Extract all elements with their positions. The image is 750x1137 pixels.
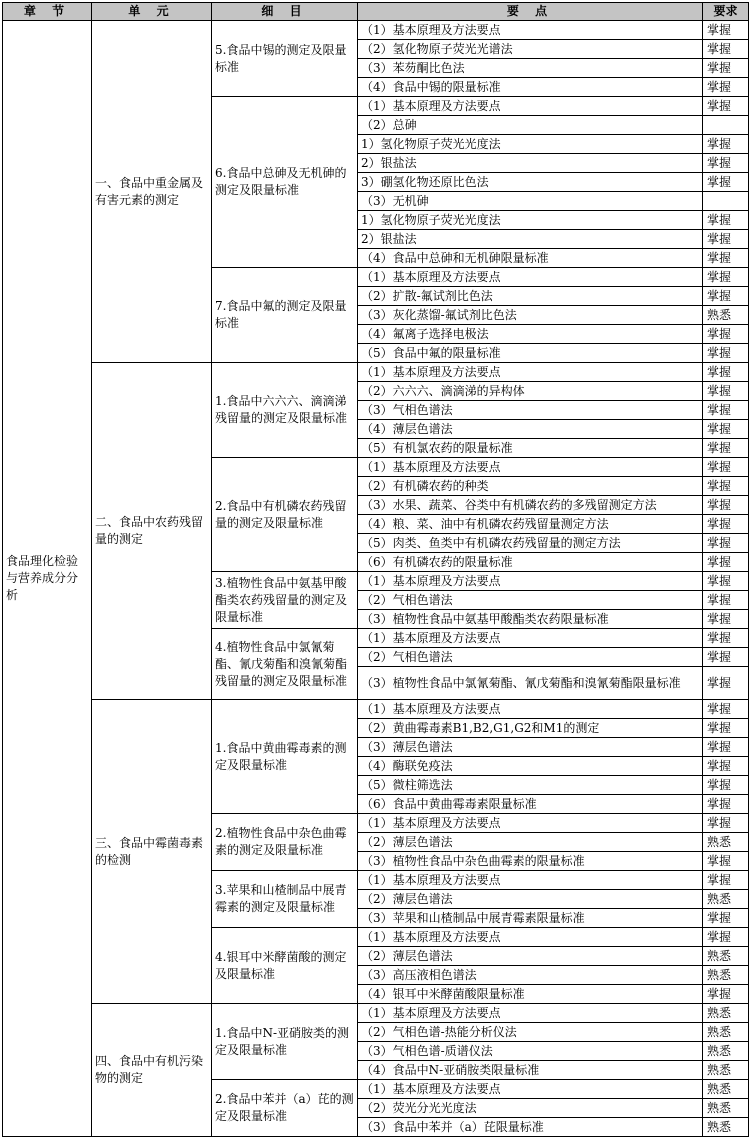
requirement-cell: 掌握 (703, 814, 749, 833)
requirement-cell: 掌握 (703, 852, 749, 871)
header-requirement: 要求 (703, 3, 749, 21)
requirement-cell: 掌握 (703, 477, 749, 496)
requirement-cell: 掌握 (703, 496, 749, 515)
point-cell: （3）植物性食品中杂色曲霉素的限量标准 (358, 852, 703, 871)
point-cell: （2）薄层色谱法 (358, 947, 703, 966)
point-cell: （4）薄层色谱法 (358, 420, 703, 439)
requirement-cell: 掌握 (703, 268, 749, 287)
point-cell: 2）银盐法 (358, 230, 703, 249)
item-cell: 4.植物性食品中氯氰菊酯、氰戊菊酯和溴氰菊酯残留量的测定及限量标准 (212, 629, 358, 700)
point-cell: （4）酶联免疫法 (358, 757, 703, 776)
requirement-cell: 掌握 (703, 871, 749, 890)
unit-cell: 四、食品中有机污染物的测定 (92, 1004, 212, 1137)
item-cell: 1.食品中黄曲霉毒素的测定及限量标准 (212, 700, 358, 814)
point-cell: （3）植物性食品中氯氰菊酯、氰戊菊酯和溴氰菊酯限量标准 (358, 667, 703, 700)
item-cell: 7.食品中氟的测定及限量标准 (212, 268, 358, 363)
requirement-cell: 掌握 (703, 21, 749, 40)
item-cell: 1.食品中六六六、滴滴涕残留量的测定及限量标准 (212, 363, 358, 458)
point-cell: （4）粮、菜、油中有机磷农药残留量测定方法 (358, 515, 703, 534)
requirement-cell: 掌握 (703, 629, 749, 648)
requirement-cell: 掌握 (703, 135, 749, 154)
point-cell: （4）氟离子选择电极法 (358, 325, 703, 344)
requirement-cell: 掌握 (703, 420, 749, 439)
item-cell: 5.食品中锡的测定及限量标准 (212, 21, 358, 97)
point-cell: （1）基本原理及方法要点 (358, 21, 703, 40)
point-cell: （2）有机磷农药的种类 (358, 477, 703, 496)
requirement-cell: 掌握 (703, 154, 749, 173)
item-cell: 6.食品中总砷及无机砷的测定及限量标准 (212, 97, 358, 268)
requirement-cell: 熟悉 (703, 1023, 749, 1042)
point-cell: （1）基本原理及方法要点 (358, 814, 703, 833)
point-cell: （1）基本原理及方法要点 (358, 268, 703, 287)
requirement-cell: 掌握 (703, 776, 749, 795)
point-cell: 2）银盐法 (358, 154, 703, 173)
requirement-cell: 掌握 (703, 173, 749, 192)
point-cell: （1）基本原理及方法要点 (358, 572, 703, 591)
point-cell: （1）基本原理及方法要点 (358, 1080, 703, 1099)
requirement-cell: 掌握 (703, 230, 749, 249)
point-cell: （3）气相色谱法 (358, 401, 703, 420)
requirement-cell: 掌握 (703, 534, 749, 553)
table-row (3, 363, 749, 382)
point-cell: （2）扩散-氟试剂比色法 (358, 287, 703, 306)
requirement-cell: 掌握 (703, 795, 749, 814)
point-cell: （2）黄曲霉毒素B1,B2,G1,G2和M1的测定 (358, 719, 703, 738)
table-row (3, 1004, 749, 1023)
point-cell: （1）基本原理及方法要点 (358, 871, 703, 890)
point-cell: （1）基本原理及方法要点 (358, 363, 703, 382)
header-chapter: 章 节 (3, 3, 92, 21)
unit-cell: 一、食品中重金属及有害元素的测定 (92, 21, 212, 363)
point-cell: （4）食品中N-亚硝胺类限量标准 (358, 1061, 703, 1080)
point-cell: （3）薄层色谱法 (358, 738, 703, 757)
point-cell: （3）苯芴酮比色法 (358, 59, 703, 78)
requirement-cell: 掌握 (703, 249, 749, 268)
header-row (3, 3, 749, 21)
item-cell: 1.食品中N-亚硝胺类的测定及限量标准 (212, 1004, 358, 1080)
chapter-cell: 食品理化检验与营养成分分析 (3, 21, 92, 1137)
requirement-cell: 掌握 (703, 572, 749, 591)
point-cell: （4）银耳中米酵菌酸限量标准 (358, 985, 703, 1004)
point-cell: （2）总砷 (358, 116, 703, 135)
point-cell: 3）硼氢化物还原比色法 (358, 173, 703, 192)
point-cell: （3）气相色谱-质谱仪法 (358, 1042, 703, 1061)
point-cell: （1）基本原理及方法要点 (358, 700, 703, 719)
point-cell: （3）水果、蔬菜、谷类中有机磷农药的多残留测定方法 (358, 496, 703, 515)
requirement-cell: 掌握 (703, 553, 749, 572)
requirement-cell: 掌握 (703, 648, 749, 667)
requirement-cell: 熟悉 (703, 1099, 749, 1118)
item-cell: 2.食品中苯并（a）芘的测定及限量标准 (212, 1080, 358, 1137)
requirement-cell: 熟悉 (703, 966, 749, 985)
table-body (3, 21, 749, 1137)
requirement-cell: 熟悉 (703, 833, 749, 852)
point-cell: （2）气相色谱-热能分析仪法 (358, 1023, 703, 1042)
point-cell: （2）荧光分光光度法 (358, 1099, 703, 1118)
requirement-cell: 掌握 (703, 909, 749, 928)
header-item: 细 目 (212, 3, 358, 21)
point-cell: （3）灰化蒸馏-氟试剂比色法 (358, 306, 703, 325)
requirement-cell (703, 116, 749, 135)
requirement-cell: 熟悉 (703, 1118, 749, 1137)
point-cell: （2）氢化物原子荧光光谱法 (358, 40, 703, 59)
table-row (3, 700, 749, 719)
point-cell: （3）高压液相色谱法 (358, 966, 703, 985)
point-cell: （5）肉类、鱼类中有机磷农药残留量的测定方法 (358, 534, 703, 553)
point-cell: （3）无机砷 (358, 192, 703, 211)
requirement-cell: 掌握 (703, 97, 749, 116)
requirement-cell: 掌握 (703, 439, 749, 458)
requirement-cell: 掌握 (703, 700, 749, 719)
requirement-cell: 掌握 (703, 401, 749, 420)
requirement-cell: 掌握 (703, 59, 749, 78)
point-cell: （2）气相色谱法 (358, 648, 703, 667)
point-cell: （3）食品中苯并（a）芘限量标准 (358, 1118, 703, 1137)
requirement-cell: 掌握 (703, 515, 749, 534)
item-cell: 3.苹果和山楂制品中展青霉素的测定及限量标准 (212, 871, 358, 928)
point-cell: （3）苹果和山楂制品中展青霉素限量标准 (358, 909, 703, 928)
requirement-cell: 掌握 (703, 287, 749, 306)
point-cell: （5）食品中氟的限量标准 (358, 344, 703, 363)
point-cell: （6）有机磷农药的限量标准 (358, 553, 703, 572)
point-cell: （1）基本原理及方法要点 (358, 458, 703, 477)
requirement-cell: 掌握 (703, 738, 749, 757)
unit-cell: 三、食品中霉菌毒素的检测 (92, 700, 212, 1004)
point-cell: （5）有机氯农药的限量标准 (358, 439, 703, 458)
point-cell: （2）气相色谱法 (358, 591, 703, 610)
requirement-cell: 掌握 (703, 667, 749, 700)
point-cell: （1）基本原理及方法要点 (358, 97, 703, 116)
requirement-cell: 熟悉 (703, 306, 749, 325)
requirement-cell: 掌握 (703, 610, 749, 629)
requirement-cell: 掌握 (703, 363, 749, 382)
point-cell: （2）六六六、滴滴涕的异构体 (358, 382, 703, 401)
requirement-cell: 熟悉 (703, 1004, 749, 1023)
requirement-cell: 掌握 (703, 719, 749, 738)
requirement-cell: 掌握 (703, 40, 749, 59)
syllabus-table (2, 2, 749, 1137)
item-cell: 2.植物性食品中杂色曲霉素的测定及限量标准 (212, 814, 358, 871)
point-cell: （1）基本原理及方法要点 (358, 629, 703, 648)
requirement-cell: 掌握 (703, 382, 749, 401)
requirement-cell (703, 192, 749, 211)
requirement-cell: 掌握 (703, 591, 749, 610)
header-point: 要 点 (358, 3, 703, 21)
requirement-cell: 掌握 (703, 458, 749, 477)
header-unit: 单 元 (92, 3, 212, 21)
point-cell: （1）基本原理及方法要点 (358, 928, 703, 947)
requirement-cell: 掌握 (703, 985, 749, 1004)
requirement-cell: 掌握 (703, 928, 749, 947)
requirement-cell: 熟悉 (703, 1061, 749, 1080)
requirement-cell: 掌握 (703, 78, 749, 97)
point-cell: （6）食品中黄曲霉毒素限量标准 (358, 795, 703, 814)
point-cell: （2）薄层色谱法 (358, 890, 703, 909)
point-cell: （1）基本原理及方法要点 (358, 1004, 703, 1023)
unit-cell: 二、食品中农药残留量的测定 (92, 363, 212, 700)
requirement-cell: 熟悉 (703, 947, 749, 966)
requirement-cell: 掌握 (703, 344, 749, 363)
point-cell: （4）食品中锡的限量标准 (358, 78, 703, 97)
point-cell: （4）食品中总砷和无机砷限量标准 (358, 249, 703, 268)
requirement-cell: 熟悉 (703, 1042, 749, 1061)
requirement-cell: 掌握 (703, 325, 749, 344)
requirement-cell: 熟悉 (703, 890, 749, 909)
point-cell: （3）植物性食品中氨基甲酸酯类农药限量标准 (358, 610, 703, 629)
table-row (3, 21, 749, 40)
point-cell: 1）氢化物原子荧光光度法 (358, 135, 703, 154)
item-cell: 2.食品中有机磷农药残留量的测定及限量标准 (212, 458, 358, 572)
point-cell: （2）薄层色谱法 (358, 833, 703, 852)
requirement-cell: 掌握 (703, 757, 749, 776)
point-cell: （5）微柱筛选法 (358, 776, 703, 795)
requirement-cell: 掌握 (703, 211, 749, 230)
item-cell: 4.银耳中米酵菌酸的测定及限量标准 (212, 928, 358, 1004)
requirement-cell: 熟悉 (703, 1080, 749, 1099)
point-cell: 1）氢化物原子荧光光度法 (358, 211, 703, 230)
item-cell: 3.植物性食品中氨基甲酸酯类农药残留量的测定及限量标准 (212, 572, 358, 629)
